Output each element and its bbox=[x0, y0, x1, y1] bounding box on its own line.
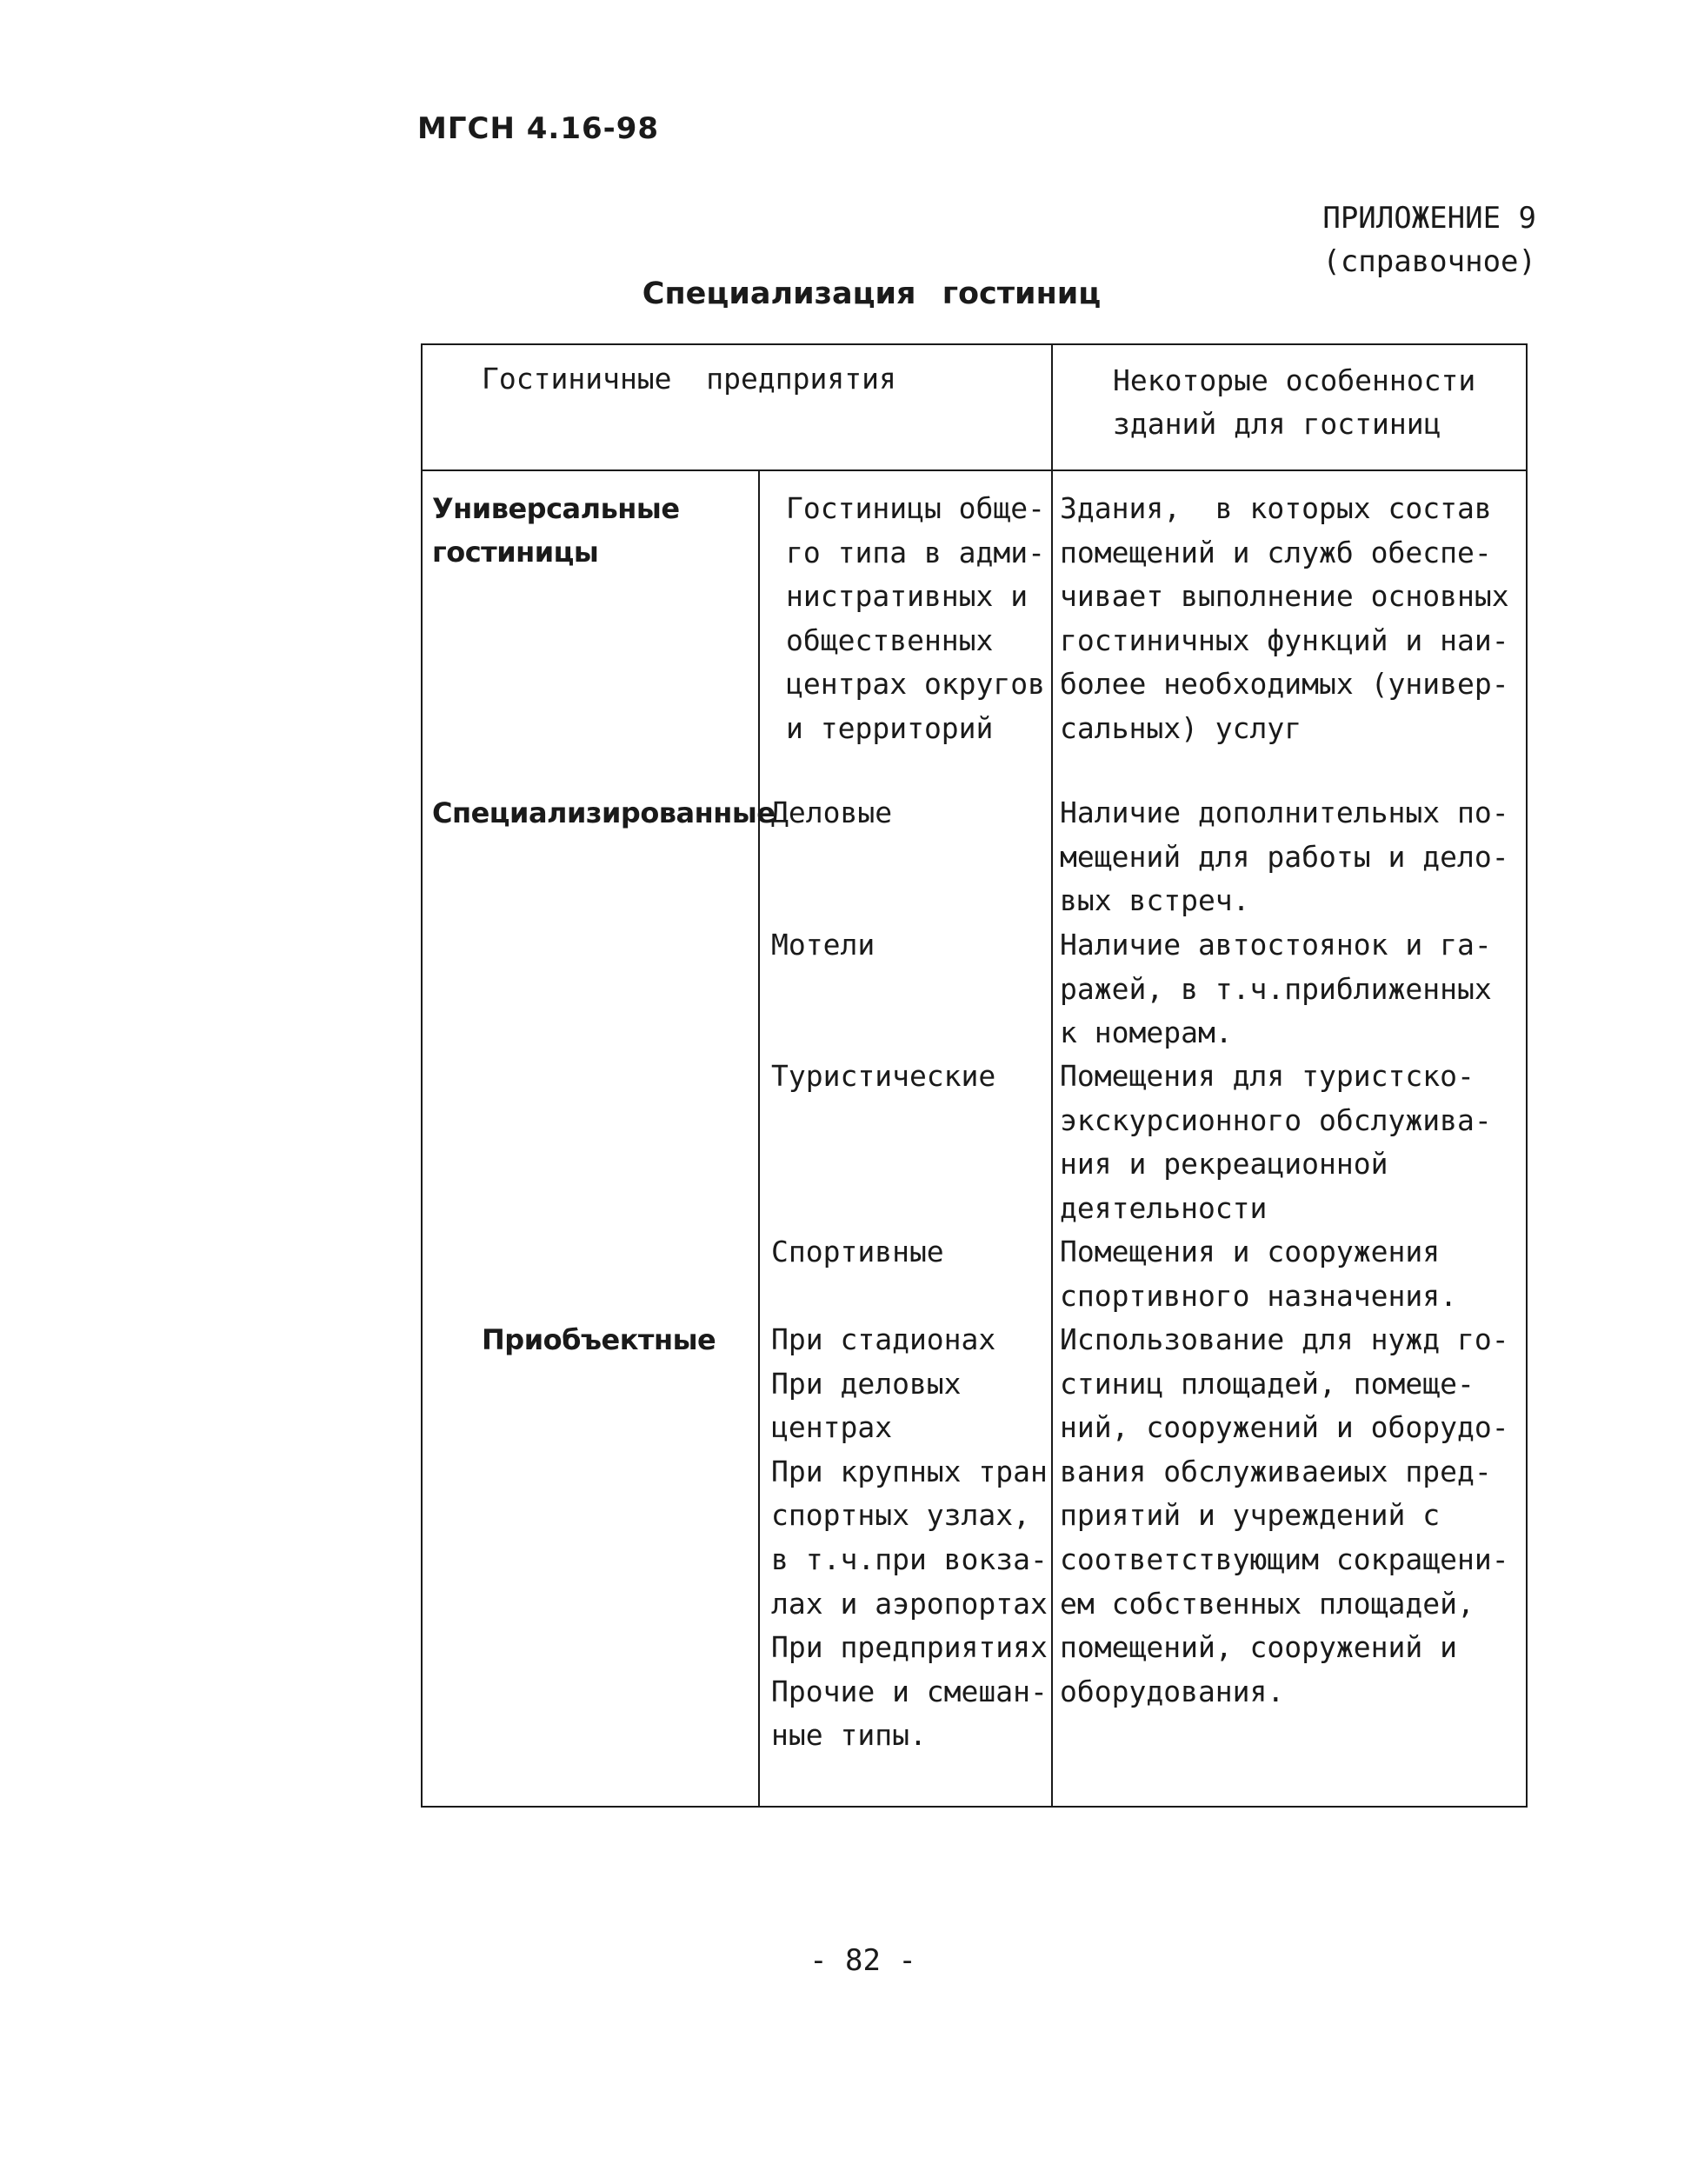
specialized-features-motels: Наличие автостоянок и га- ражей, в т.ч.приближенных к номерам. bbox=[1060, 928, 1492, 1050]
appendix-label-block bbox=[1322, 196, 1536, 283]
table-column-divider-features bbox=[1051, 343, 1053, 1808]
column-header-enterprises: Гостиничные предприятия bbox=[482, 362, 896, 396]
specialized-features-tourist: Помещения для туристско- экскурсионного обслужива- ния и рекреационной деятельности bbox=[1060, 1059, 1492, 1225]
page-number: - 82 - bbox=[809, 1943, 916, 1978]
appendix-note: (справочное) bbox=[1322, 244, 1536, 279]
table-header-divider bbox=[421, 469, 1528, 471]
category-specialized: Специализированные bbox=[432, 796, 776, 829]
specialized-features-business: Наличие дополнительных по- мещений для работы и дело- вых встреч. bbox=[1060, 796, 1509, 918]
column-header-features-line1: Некоторые особенности bbox=[1113, 363, 1476, 397]
document-code: МГСН 4.16-98 bbox=[417, 111, 660, 146]
category-universal-line2: гостиницы bbox=[432, 536, 599, 569]
table-left-border bbox=[421, 343, 423, 1808]
category-universal bbox=[432, 487, 680, 574]
appendix-label: ПРИЛОЖЕНИЕ 9 bbox=[1322, 201, 1536, 236]
page-title: Специализация гостиниц bbox=[642, 276, 1102, 311]
attached-features: Использование для нужд го- стиниц площадей, помеще- ний, сооружений и оборудо- вания обслуживаеиых пред- приятий и учреждений с соответствующим сокращени- ем собственных площадей, помещений, сооружений и оборудования. bbox=[1060, 1322, 1509, 1708]
category-universal-line1: Универсальные bbox=[432, 492, 680, 525]
specialized-features-sport: Помещения и сооружения спортивного назначения. bbox=[1060, 1235, 1457, 1313]
universal-features: Здания, в которых состав помещений и служб обеспе- чивает выполнение основных гостиничных функций и наи- более необходимых (универ- сальных) услуг bbox=[1060, 491, 1509, 745]
specialized-type-tourist: Туристические bbox=[771, 1059, 996, 1093]
specialized-type-motels: Мотели bbox=[771, 928, 875, 962]
column-header-features bbox=[1113, 359, 1475, 446]
universal-types: Гостиницы обще- го типа в адми- нистративных и общественных центрах округов и территорий bbox=[786, 491, 1046, 745]
attached-types: При стадионах При деловых центрах При крупных тран спортных узлах, в т.ч.при вокза- лах и аэропортах При предприятиях Прочие и смешан- ные типы. bbox=[771, 1322, 1048, 1753]
specialized-type-sport: Спортивные bbox=[771, 1235, 944, 1268]
column-header-features-line2: зданий для гостиниц bbox=[1113, 407, 1441, 441]
specialized-type-business: Деловые bbox=[771, 796, 893, 829]
table-right-border bbox=[1526, 343, 1528, 1808]
table-top-border bbox=[421, 343, 1528, 345]
table-column-divider-types bbox=[758, 469, 760, 1808]
table-bottom-border bbox=[421, 1806, 1528, 1808]
category-attached: Приобъектные bbox=[482, 1323, 716, 1356]
specialization-table bbox=[421, 343, 1528, 1808]
